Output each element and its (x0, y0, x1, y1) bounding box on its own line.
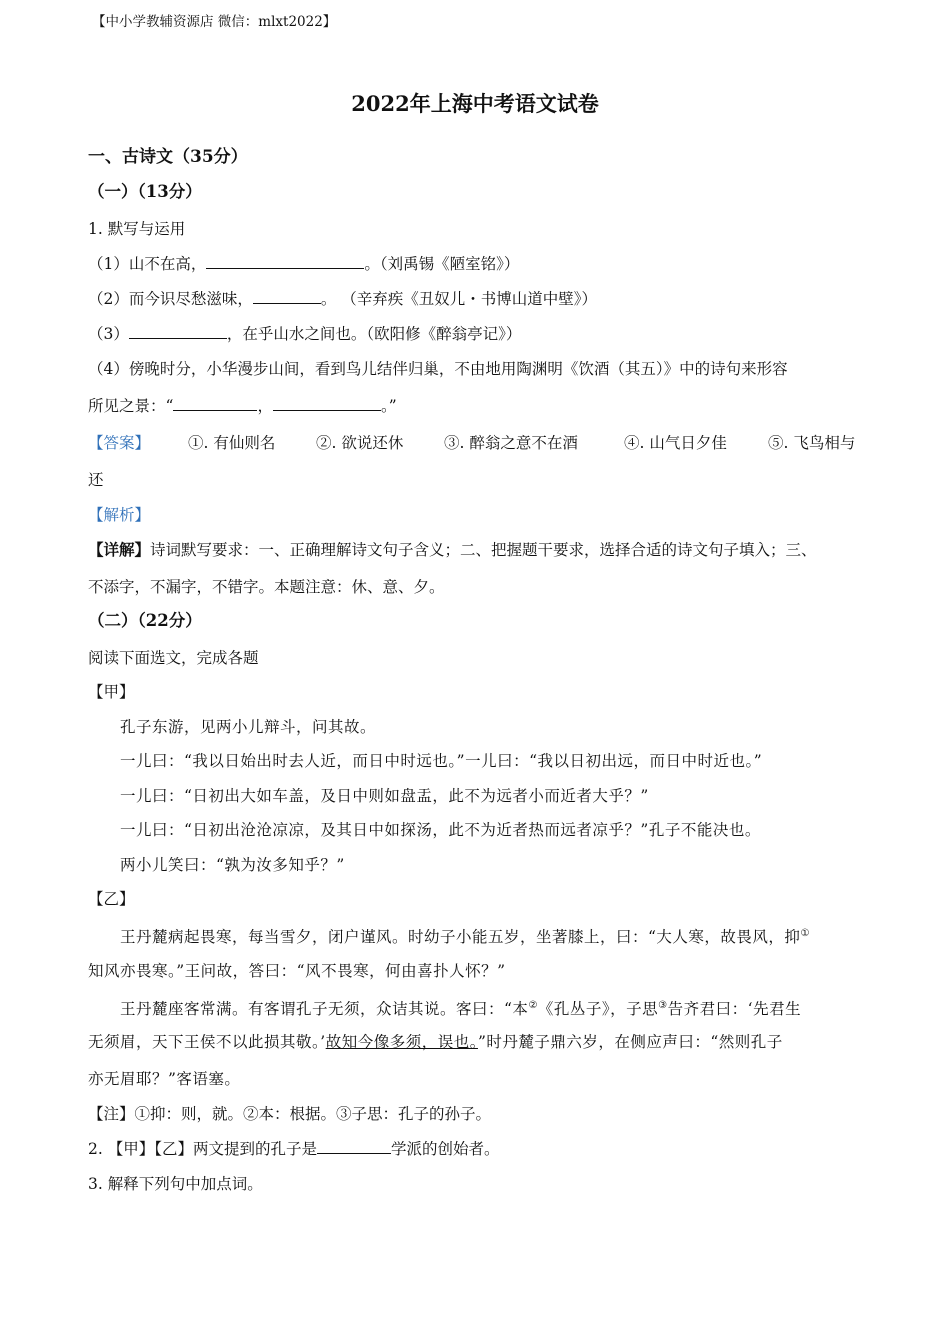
answer-blank (317, 1139, 391, 1154)
item-text: ， (257, 397, 273, 415)
answer-item: ④. 山气日夕佳 (624, 434, 727, 452)
item-text: ，在乎山水之间也。（欧阳修《醉翁亭记》） (226, 325, 522, 343)
item-text: 。” (380, 397, 397, 415)
passage-yi-line: 知风亦畏寒。”王问故，答曰：“风不畏寒，何由喜扑人怀？” (88, 962, 506, 980)
detail-line-1 (88, 539, 817, 561)
passage-jia-line: 孔子东游，见两小儿辩斗，问其故。 (120, 718, 377, 736)
passage-jia-line: 一儿曰：“日初出大如车盖，及日中则如盘盂，此不为远者小而近者大乎？” (120, 787, 649, 805)
passage-text: 告齐君曰：‘先君生 (667, 1000, 802, 1019)
underlined-sentence: 故知今像多须，误也。 (325, 1033, 478, 1051)
part-heading-1: （一）（13分） (88, 182, 202, 201)
answer-blank (253, 289, 321, 304)
passage-yi-line (120, 995, 801, 1020)
analysis-label: 【解析】 (88, 506, 151, 524)
item-text: 。 （辛弃疾《丑奴儿・书博山道中壁》） (320, 290, 598, 308)
page-header: 【中小学教辅资源店 微信：mlxt2022】 (92, 14, 337, 30)
item-text: （2）而今识尽愁滋味， (88, 290, 253, 308)
passage-yi-line: 亦无眉耶？”客语塞。 (88, 1070, 241, 1088)
passage-text: 无须眉，天下王侯不以此损其敬。’ (88, 1033, 326, 1051)
question-1-item-2 (88, 288, 597, 310)
reading-intro: 阅读下面选文，完成各题 (88, 649, 259, 667)
answer-item: ⑤. 飞鸟相与 (768, 434, 856, 452)
question-1-item-3 (88, 323, 521, 345)
passage-jia-line: 一儿曰：“日初出沧沧凉凉，及其日中如探汤，此不为近者热而远者凉乎？”孔子不能决也。 (120, 821, 761, 839)
passage-text: 王丹麓座客常满。有客谓孔子无须，众诘其说。客曰：“本 (120, 1000, 529, 1019)
detail-label: 【详解】 (88, 540, 151, 559)
question-1-item-1 (88, 253, 519, 275)
item-text: （3） (88, 325, 129, 343)
answer-continuation: 还 (88, 471, 104, 489)
passage-jia-line: 两小儿笑曰：“孰为汝多知乎？” (120, 856, 345, 874)
page-title: 2022年上海中考语文试卷 (351, 91, 599, 116)
footnote-marker: ① (800, 928, 810, 939)
passage-yi-label: 【乙】 (88, 890, 135, 908)
footnote-marker: ② (528, 1000, 538, 1011)
answer-blank (129, 324, 227, 339)
question-1-item-4-line-2 (88, 395, 397, 417)
passage-yi-line (120, 923, 810, 948)
answer-item: ②. 欲说还休 (316, 434, 404, 452)
answer-blank (206, 254, 364, 269)
question-2 (88, 1138, 499, 1160)
answer-label: 【答案】 (88, 434, 151, 452)
footnote-marker: ③ (658, 1000, 668, 1011)
section-heading: 一、古诗文（35分） (88, 147, 248, 167)
question-1-item-4-line-1: （4）傍晚时分，小华漫步山间，看到鸟儿结伴归巢，不由地用陶渊明《饮酒（其五）》中的诗句来形容 (88, 360, 788, 378)
answer-item: ③. 醉翁之意不在酒 (444, 434, 578, 452)
question-3: 3. 解释下列句中加点词。 (88, 1175, 263, 1193)
item-text: （1）山不在高， (88, 255, 207, 273)
detail-line-2: 不添字，不漏字，不错字。本题注意：休、意、夕。 (88, 578, 445, 596)
answer-line (88, 432, 855, 454)
passage-text: ”时丹麓子鼎六岁，在侧应声曰：“然则孔子 (477, 1033, 783, 1051)
item-text: 所见之景：“ (88, 397, 174, 415)
answer-blank (173, 396, 257, 411)
detail-text: 诗词默写要求：一、正确理解诗文句子含义；二、把握题干要求，选择合适的诗文句子填入；三、 (150, 541, 817, 559)
part-heading-2: （二）（22分） (88, 611, 202, 630)
passage-text: 王丹麓病起畏寒，每当雪夕，闭户谨风。时幼子小能五岁，坐著膝上，曰：“大人寒，故畏风，抑 (120, 928, 801, 947)
question-1-title: 1. 默写与运用 (88, 220, 186, 238)
question-text: 2. 【甲】【乙】两文提到的孔子是 (88, 1140, 317, 1158)
question-text: 学派的创始者。 (390, 1140, 500, 1158)
passage-jia-line: 一儿曰：“我以日始出时去人近，而日中时远也。”一儿曰：“我以日初出远，而日中时近也。” (120, 752, 763, 770)
item-text: 。（刘禹锡《陋室铭》） (364, 255, 520, 273)
footnote: 【注】①抑：则，就。②本：根据。③子思：孔子的孙子。 (88, 1105, 492, 1123)
answer-blank (273, 396, 381, 411)
passage-jia-label: 【甲】 (88, 683, 135, 701)
passage-text: 《孔丛子》，子思 (537, 1000, 659, 1019)
answer-item: ①. 有仙则名 (188, 434, 276, 452)
passage-yi-line (88, 1031, 783, 1053)
